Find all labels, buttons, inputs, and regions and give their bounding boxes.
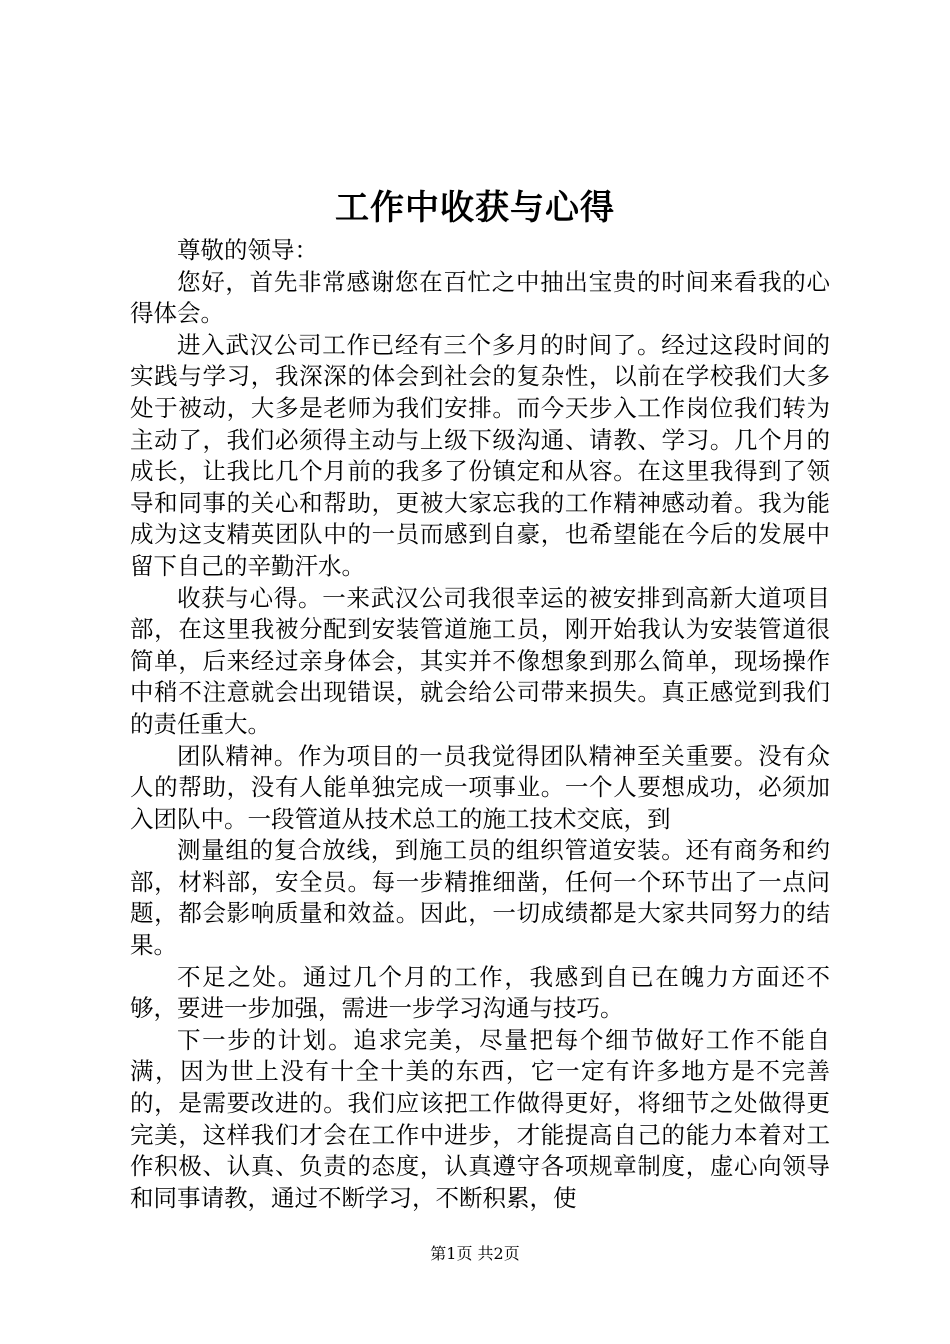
paragraph-gains: 收获与心得。一来武汉公司我很幸运的被安排到高新大道项目部，在这里我被分配到安装管道施工员，刚开始我认为安装管道很简单，后来经过亲身体会，其实并不像想象到那么简单，现场操作中稍不注意就会出现错误，就会给公司带来损失。真正感觉到我们的责任重大。 [130,583,830,738]
page-number-footer: 第1页 共2页 [430,1244,520,1263]
document-body [130,235,830,1214]
paragraph-introduction: 进入武汉公司工作已经有三个多月的时间了。经过这段时间的实践与学习，我深深的体会到社会的复杂性，以前在学校我们大多处于被动，大多是老师为我们安排。而今天步入工作岗位我们转为主动了，我们必须得主动与上级下级沟通、请教、学习。几个月的成长，让我比几个月前的我多了份镇定和从容。在这里我得到了领导和同事的关心和帮助，更被大家忘我的工作精神感动着。我为能成为这支精英团队中的一员而感到自豪，也希望能在今后的发展中留下自己的辛勤汗水。 [130,330,830,580]
paragraph-teamwork: 团队精神。作为项目的一员我觉得团队精神至关重要。没有众人的帮助，没有人能单独完成一项事业。一个人要想成功，必须加入团队中。一段管道从技术总工的施工技术交底，到 [130,741,830,833]
paragraph-shortcomings: 不足之处。通过几个月的工作，我感到自已在魄力方面还不够，要进一步加强，需进一步学习沟通与技巧。 [130,962,830,1023]
paragraph-greeting: 您好，首先非常感谢您在百忙之中抽出宝贵的时间来看我的心得体会。 [130,267,830,328]
paragraph-next-plan: 下一步的计划。追求完美，尽量把每个细节做好工作不能自满，因为世上没有十全十美的东西，它一定有许多地方是不完善的，是需要改进的。我们应该把工作做得更好，将细节之处做得更完美，这样我们才会在工作中进步，才能提高自己的能力本着对工作积极、认真、负责的态度，认真遵守各项规章制度，虚心向领导和同事请教，通过不断学习，不断积累，使 [130,1025,830,1212]
paragraph-teamwork-continued: 测量组的复合放线，到施工员的组织管道安装。还有商务和约部，材料部，安全员。每一步精推细凿，任何一个环节出了一点问题，都会影响质量和效益。因此，一切成绩都是大家共同努力的结果。 [130,836,830,960]
page-title: 工作中收获与心得 [335,188,615,228]
salutation: 尊敬的领导： [177,236,318,264]
